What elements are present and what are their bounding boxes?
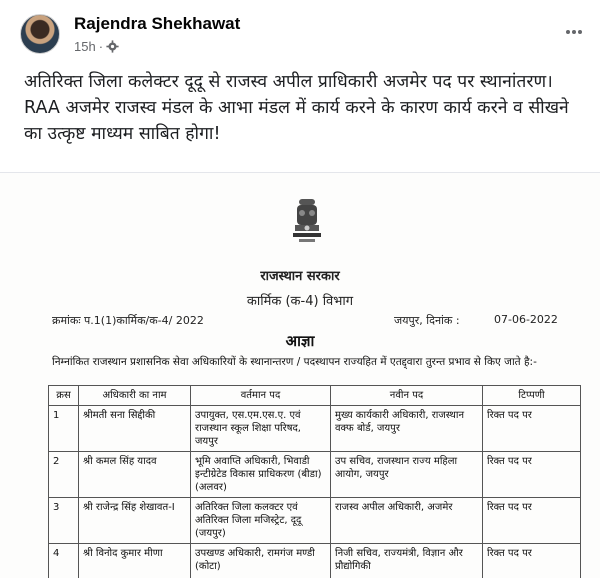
- avatar[interactable]: [20, 14, 60, 54]
- more-options-icon[interactable]: [562, 20, 586, 44]
- government-name: राजस्थान सरकार: [260, 269, 340, 284]
- place-date-label: जयपुर, दिनांक :: [394, 314, 460, 327]
- transfer-table: [48, 385, 581, 578]
- order-intro: निम्नांकित राजस्थान प्रशासनिक सेवा अधिकारियों के स्थानान्तरण / पदस्थापन राज्यहित में एतद्द्वारा तुरन्त प्रभाव से किए जाते है:-: [52, 356, 537, 368]
- department-name: कार्मिक (क-4) विभाग: [246, 294, 354, 309]
- cell-serial: 3: [49, 498, 79, 544]
- table-row: [49, 406, 581, 452]
- post-header: [16, 10, 586, 60]
- header-officer-name: अधिकारी का नाम: [79, 386, 191, 406]
- cell-remarks: रिक्त पद पर: [483, 406, 581, 452]
- post-meta: [74, 39, 119, 54]
- reference-number: क्रमांकः प.1(1)कार्मिक/क-4/ 2022: [52, 314, 204, 327]
- cell-officer-name: श्रीमती सना सिद्दीकी: [79, 406, 191, 452]
- cell-current-post: उपखण्ड अधिकारी, रामगंज मण्डी (कोटा): [191, 544, 331, 578]
- author-name[interactable]: Rajendra Shekhawat: [74, 14, 241, 33]
- cell-new-post: राजस्व अपील अधिकारी, अजमेर: [331, 498, 483, 544]
- cell-serial: 4: [49, 544, 79, 578]
- header-remarks: टिप्पणी: [483, 386, 581, 406]
- cell-officer-name: श्री विनोद कुमार मीणा: [79, 544, 191, 578]
- national-emblem-icon: [290, 197, 324, 245]
- table-row: [49, 452, 581, 498]
- gear-icon[interactable]: [106, 40, 119, 53]
- cell-remarks: रिक्त पद पर: [483, 452, 581, 498]
- cell-officer-name: श्री कमल सिंह यादव: [79, 452, 191, 498]
- header-current-post: वर्तमान पद: [191, 386, 331, 406]
- cell-officer-name: श्री राजेन्द्र सिंह शेखावत-I: [79, 498, 191, 544]
- cell-serial: 1: [49, 406, 79, 452]
- cell-remarks: रिक्त पद पर: [483, 544, 581, 578]
- attached-document-image[interactable]: [0, 172, 600, 578]
- cell-current-post: अतिरिक्त जिला कलक्टर एवं अतिरिक्त जिला मजिस्ट्रेट, दूदू (जयपुर): [191, 498, 331, 544]
- table-row: [49, 498, 581, 544]
- table-header-row: [49, 386, 581, 406]
- post-text: अतिरिक्त जिला कलेक्टर दूदू से राजस्व अपील प्राधिकारी अजमेर पद पर स्थानांतरण। RAA अजमेर राजस्व मंडल के आभा मंडल में कार्य करने के कारण कार्य करने व सीखने का उत्कृष्ट माध्यम साबित होगा!: [24, 72, 569, 144]
- post-time[interactable]: 15h: [74, 39, 96, 54]
- cell-new-post: उप सचिव, राजस्थान राज्य महिला आयोग, जयपुर: [331, 452, 483, 498]
- cell-current-post: भूमि अवाप्ति अधिकारी, भिवाडी इन्टीग्रेटेड विकास प्राधिकरण (बीडा) (अलवर): [191, 452, 331, 498]
- cell-new-post: निजी सचिव, राज्यमंत्री, विज्ञान और प्रौद्योगिकी: [331, 544, 483, 578]
- order-title: आज्ञा: [285, 332, 315, 350]
- meta-separator: ·: [98, 39, 104, 54]
- header-new-post: नवीन पद: [331, 386, 483, 406]
- cell-serial: 2: [49, 452, 79, 498]
- cell-new-post: मुख्य कार्यकारी अधिकारी, राजस्थान वक्फ बोर्ड, जयपुर: [331, 406, 483, 452]
- cell-remarks: रिक्त पद पर: [483, 498, 581, 544]
- table-row: [49, 544, 581, 578]
- header-serial: क्रस: [49, 386, 79, 406]
- cell-current-post: उपायुक्त, एस.एम.एस.ए. एवं राजस्थान स्कूल शिक्षा परिषद, जयपुर: [191, 406, 331, 452]
- order-date: 07-06-2022: [494, 313, 558, 326]
